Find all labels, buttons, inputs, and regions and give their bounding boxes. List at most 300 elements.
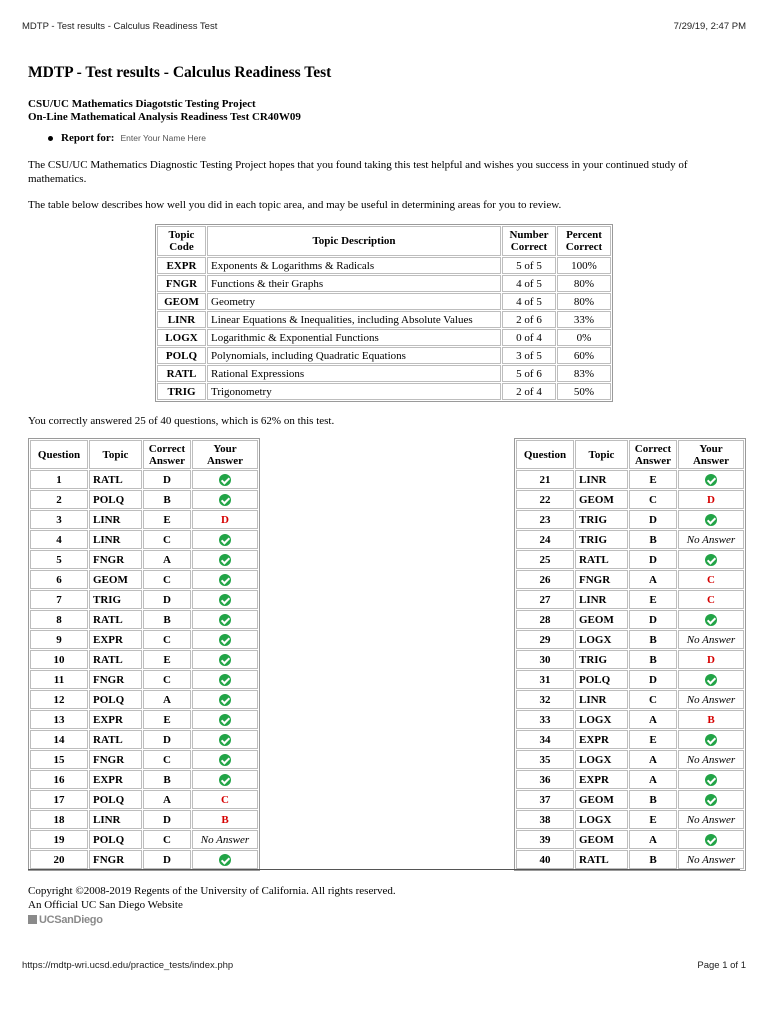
topic-code: EXPR [157, 257, 206, 274]
your-answer [678, 770, 744, 789]
your-answer [678, 630, 744, 649]
header-topic: Topic [575, 440, 628, 469]
no-answer-text: No Answer [686, 633, 736, 646]
correct-answer: C [143, 630, 191, 649]
question-topic: TRIG [89, 590, 142, 609]
question-row [516, 690, 744, 709]
check-circle-icon [219, 694, 231, 706]
question-topic: LINR [89, 510, 142, 529]
correct-answer: E [143, 510, 191, 529]
correct-answer: B [629, 630, 677, 649]
wrong-answer-text: C [707, 593, 715, 606]
question-row [516, 570, 744, 589]
percent-correct: 50% [557, 383, 611, 400]
check-circle-icon [705, 614, 717, 626]
topic-description: Linear Equations & Inequalities, including Absolute Values [207, 311, 501, 328]
correct-answer: A [629, 750, 677, 769]
wrong-answer-text: D [707, 653, 715, 666]
report-for [48, 132, 746, 144]
question-row [516, 590, 744, 609]
question-number: 31 [516, 670, 574, 689]
header-correct-answer: Correct Answer [143, 440, 191, 469]
topic-table [155, 224, 613, 402]
topic-description: Trigonometry [207, 383, 501, 400]
correct-answer: E [629, 810, 677, 829]
question-topic: RATL [575, 550, 628, 569]
question-topic: GEOM [575, 610, 628, 629]
check-circle-icon [219, 474, 231, 486]
your-answer [678, 790, 744, 809]
your-answer [192, 590, 258, 609]
your-answer [192, 790, 258, 809]
question-row [516, 670, 744, 689]
your-answer [192, 630, 258, 649]
bullet-icon [48, 136, 53, 141]
question-number: 27 [516, 590, 574, 609]
your-answer [678, 470, 744, 489]
header-topic-description: Topic Description [207, 226, 501, 256]
question-topic: GEOM [575, 790, 628, 809]
your-answer [678, 610, 744, 629]
header-correct-answer: Correct Answer [629, 440, 677, 469]
header-number-correct: Number Correct [502, 226, 556, 256]
intro-text: The CSU/UC Mathematics Diagnostic Testing Project hopes that you found taking this test helpful and wishes you success in your continued study of mathematics. [28, 159, 688, 185]
correct-answer: E [629, 730, 677, 749]
report-for-name: Enter Your Name Here [120, 133, 206, 143]
correct-answer: A [629, 710, 677, 729]
your-answer [678, 530, 744, 549]
header-question: Question [30, 440, 88, 469]
question-number: 11 [30, 670, 88, 689]
topic-row [157, 365, 611, 382]
question-row [516, 790, 744, 809]
correct-answer: C [143, 750, 191, 769]
question-row [516, 770, 744, 789]
your-answer [192, 850, 258, 869]
question-topic: EXPR [89, 770, 142, 789]
wrong-answer-text: C [707, 573, 715, 586]
question-number: 26 [516, 570, 574, 589]
question-topic: GEOM [89, 570, 142, 589]
question-topic: LOGX [575, 630, 628, 649]
question-row [516, 710, 744, 729]
your-answer [192, 670, 258, 689]
print-header-title: MDTP - Test results - Calculus Readiness Test [22, 21, 218, 32]
site-footer [28, 884, 396, 927]
check-circle-icon [219, 774, 231, 786]
question-number: 40 [516, 850, 574, 869]
number-correct: 4 of 5 [502, 293, 556, 310]
question-number: 30 [516, 650, 574, 669]
check-circle-icon [219, 594, 231, 606]
score-summary: You correctly answered 25 of 40 questions, which is 62% on this test. [28, 415, 335, 427]
question-row [516, 810, 744, 829]
topic-row [157, 293, 611, 310]
question-table-header [30, 440, 258, 469]
question-number: 36 [516, 770, 574, 789]
question-row [30, 510, 258, 529]
question-number: 10 [30, 650, 88, 669]
question-number: 4 [30, 530, 88, 549]
check-circle-icon [219, 494, 231, 506]
correct-answer: C [143, 830, 191, 849]
your-answer [678, 510, 744, 529]
question-row [30, 690, 258, 709]
question-number: 14 [30, 730, 88, 749]
correct-answer: A [143, 690, 191, 709]
your-answer [192, 610, 258, 629]
wrong-answer-text: C [221, 793, 229, 806]
question-number: 6 [30, 570, 88, 589]
question-number: 2 [30, 490, 88, 509]
check-circle-icon [219, 734, 231, 746]
topic-description: Logarithmic & Exponential Functions [207, 329, 501, 346]
check-circle-icon [219, 574, 231, 586]
question-row [516, 830, 744, 849]
question-number: 37 [516, 790, 574, 809]
test-name: On-Line Mathematical Analysis Readiness Test CR40W09 [28, 111, 301, 123]
question-row [516, 850, 744, 869]
question-row [30, 830, 258, 849]
number-correct: 2 of 4 [502, 383, 556, 400]
check-circle-icon [705, 834, 717, 846]
question-number: 1 [30, 470, 88, 489]
question-row [30, 630, 258, 649]
number-correct: 3 of 5 [502, 347, 556, 364]
check-circle-icon [219, 534, 231, 546]
your-answer [678, 810, 744, 829]
question-row [516, 490, 744, 509]
check-circle-icon [219, 754, 231, 766]
question-row [516, 550, 744, 569]
question-table-right [514, 438, 746, 871]
topic-row [157, 257, 611, 274]
question-table-header [516, 440, 744, 469]
official-site-text: An Official UC San Diego Website [28, 899, 183, 911]
your-answer [192, 490, 258, 509]
correct-answer: A [143, 790, 191, 809]
correct-answer: A [629, 770, 677, 789]
question-topic: FNGR [89, 850, 142, 869]
question-number: 5 [30, 550, 88, 569]
question-number: 34 [516, 730, 574, 749]
question-row [30, 610, 258, 629]
question-number: 33 [516, 710, 574, 729]
your-answer [678, 690, 744, 709]
question-topic: FNGR [89, 750, 142, 769]
question-topic: POLQ [89, 690, 142, 709]
topic-table-header [157, 226, 611, 256]
header-topic: Topic [89, 440, 142, 469]
question-row [30, 570, 258, 589]
percent-correct: 83% [557, 365, 611, 382]
topic-description: Exponents & Logarithms & Radicals [207, 257, 501, 274]
question-tables [28, 438, 746, 866]
correct-answer: B [143, 490, 191, 509]
question-topic: LOGX [575, 710, 628, 729]
question-row [30, 850, 258, 869]
no-answer-text: No Answer [686, 813, 736, 826]
question-topic: FNGR [89, 550, 142, 569]
correct-answer: B [143, 770, 191, 789]
question-number: 38 [516, 810, 574, 829]
percent-correct: 60% [557, 347, 611, 364]
question-topic: TRIG [575, 510, 628, 529]
header-your-answer: Your Answer [678, 440, 744, 469]
correct-answer: E [143, 710, 191, 729]
number-correct: 0 of 4 [502, 329, 556, 346]
question-row [30, 550, 258, 569]
topic-row [157, 311, 611, 328]
correct-answer: D [143, 730, 191, 749]
page-content [28, 64, 746, 866]
question-row [30, 790, 258, 809]
question-number: 32 [516, 690, 574, 709]
your-answer [192, 830, 258, 849]
question-row [516, 530, 744, 549]
check-circle-icon [705, 734, 717, 746]
check-circle-icon [705, 514, 717, 526]
question-topic: TRIG [575, 650, 628, 669]
topic-row [157, 275, 611, 292]
question-number: 22 [516, 490, 574, 509]
topic-code: POLQ [157, 347, 206, 364]
percent-correct: 80% [557, 275, 611, 292]
correct-answer: E [143, 650, 191, 669]
question-topic: TRIG [575, 530, 628, 549]
check-circle-icon [705, 674, 717, 686]
header-question: Question [516, 440, 574, 469]
print-footer-url: https://mdtp-wri.ucsd.edu/practice_tests/index.php [22, 960, 234, 971]
correct-answer: B [143, 610, 191, 629]
question-row [30, 490, 258, 509]
ucsd-logo[interactable] [28, 913, 396, 927]
question-row [30, 670, 258, 689]
question-topic: POLQ [89, 490, 142, 509]
correct-answer: A [143, 550, 191, 569]
question-number: 39 [516, 830, 574, 849]
correct-answer: B [629, 790, 677, 809]
your-answer [192, 710, 258, 729]
footer-divider [28, 869, 740, 870]
question-row [30, 750, 258, 769]
question-number: 12 [30, 690, 88, 709]
correct-answer: C [629, 490, 677, 509]
wrong-answer-text: B [707, 713, 715, 726]
your-answer [678, 650, 744, 669]
check-circle-icon [219, 614, 231, 626]
topic-code: LINR [157, 311, 206, 328]
question-topic: LINR [575, 470, 628, 489]
check-circle-icon [219, 854, 231, 866]
correct-answer: D [629, 510, 677, 529]
question-topic: RATL [89, 470, 142, 489]
topic-description: Functions & their Graphs [207, 275, 501, 292]
question-row [30, 710, 258, 729]
question-number: 20 [30, 850, 88, 869]
correct-answer: C [143, 530, 191, 549]
ucsd-logo-icon [28, 915, 37, 924]
question-topic: RATL [89, 650, 142, 669]
number-correct: 5 of 5 [502, 257, 556, 274]
question-number: 15 [30, 750, 88, 769]
question-number: 25 [516, 550, 574, 569]
question-number: 21 [516, 470, 574, 489]
question-topic: RATL [89, 610, 142, 629]
check-circle-icon [219, 674, 231, 686]
question-topic: LOGX [575, 810, 628, 829]
number-correct: 2 of 6 [502, 311, 556, 328]
number-correct: 5 of 6 [502, 365, 556, 382]
question-row [30, 770, 258, 789]
question-topic: LOGX [575, 750, 628, 769]
check-circle-icon [219, 554, 231, 566]
your-answer [192, 690, 258, 709]
wrong-answer-text: D [707, 493, 715, 506]
correct-answer: A [629, 570, 677, 589]
correct-answer: C [143, 570, 191, 589]
question-topic: RATL [89, 730, 142, 749]
question-topic: EXPR [575, 730, 628, 749]
your-answer [192, 530, 258, 549]
topic-code: FNGR [157, 275, 206, 292]
your-answer [678, 670, 744, 689]
correct-answer: C [629, 690, 677, 709]
correct-answer: D [143, 850, 191, 869]
question-number: 19 [30, 830, 88, 849]
percent-correct: 0% [557, 329, 611, 346]
question-row [30, 530, 258, 549]
header-your-answer: Your Answer [192, 440, 258, 469]
your-answer [678, 590, 744, 609]
question-number: 16 [30, 770, 88, 789]
question-topic: LINR [575, 590, 628, 609]
question-row [516, 470, 744, 489]
wrong-answer-text: B [221, 813, 229, 826]
print-footer-page: Page 1 of 1 [697, 960, 746, 971]
topic-description: Polynomials, including Quadratic Equations [207, 347, 501, 364]
question-row [516, 610, 744, 629]
question-table-left [28, 438, 260, 871]
question-row [516, 630, 744, 649]
correct-answer: B [629, 530, 677, 549]
question-topic: LINR [89, 810, 142, 829]
correct-answer: D [629, 670, 677, 689]
your-answer [678, 750, 744, 769]
question-row [516, 730, 744, 749]
question-row [30, 470, 258, 489]
question-topic: GEOM [575, 830, 628, 849]
question-row [30, 650, 258, 669]
topic-row [157, 383, 611, 400]
your-answer [192, 730, 258, 749]
question-topic: FNGR [575, 570, 628, 589]
your-answer [192, 510, 258, 529]
question-row [30, 810, 258, 829]
no-answer-text: No Answer [686, 533, 736, 546]
print-header-datetime: 7/29/19, 2:47 PM [673, 21, 746, 32]
correct-answer: A [629, 830, 677, 849]
percent-correct: 33% [557, 311, 611, 328]
question-row [516, 650, 744, 669]
your-answer [678, 490, 744, 509]
your-answer [192, 650, 258, 669]
correct-answer: D [143, 470, 191, 489]
topic-code: GEOM [157, 293, 206, 310]
question-row [516, 750, 744, 769]
correct-answer: B [629, 650, 677, 669]
no-answer-text: No Answer [686, 753, 736, 766]
topic-row [157, 329, 611, 346]
your-answer [192, 810, 258, 829]
topic-row [157, 347, 611, 364]
ucsd-logo-text: UCSanDiego [39, 914, 103, 926]
check-circle-icon [705, 794, 717, 806]
header-percent-correct: Percent Correct [557, 226, 611, 256]
question-number: 9 [30, 630, 88, 649]
question-number: 35 [516, 750, 574, 769]
your-answer [192, 470, 258, 489]
percent-correct: 80% [557, 293, 611, 310]
your-answer [678, 850, 744, 869]
question-number: 23 [516, 510, 574, 529]
your-answer [678, 570, 744, 589]
no-answer-text: No Answer [200, 833, 250, 846]
print-header [22, 21, 746, 35]
check-circle-icon [219, 714, 231, 726]
correct-answer: B [629, 850, 677, 869]
check-circle-icon [219, 654, 231, 666]
question-row [30, 590, 258, 609]
your-answer [678, 830, 744, 849]
percent-correct: 100% [557, 257, 611, 274]
question-number: 3 [30, 510, 88, 529]
question-number: 18 [30, 810, 88, 829]
page-title: MDTP - Test results - Calculus Readiness Test [28, 64, 332, 81]
your-answer [192, 550, 258, 569]
your-answer [678, 710, 744, 729]
question-topic: LINR [575, 690, 628, 709]
question-number: 7 [30, 590, 88, 609]
wrong-answer-text: D [221, 513, 229, 526]
check-circle-icon [705, 474, 717, 486]
topic-code: TRIG [157, 383, 206, 400]
correct-answer: E [629, 470, 677, 489]
question-topic: LINR [89, 530, 142, 549]
question-topic: POLQ [89, 790, 142, 809]
correct-answer: D [629, 610, 677, 629]
question-topic: FNGR [89, 670, 142, 689]
question-number: 29 [516, 630, 574, 649]
question-number: 17 [30, 790, 88, 809]
topic-description: Rational Expressions [207, 365, 501, 382]
topic-description: Geometry [207, 293, 501, 310]
report-for-label: Report for: [61, 132, 115, 144]
correct-answer: D [143, 590, 191, 609]
your-answer [192, 750, 258, 769]
correct-answer: D [143, 810, 191, 829]
question-topic: EXPR [89, 630, 142, 649]
correct-answer: E [629, 590, 677, 609]
your-answer [678, 730, 744, 749]
question-topic: EXPR [89, 710, 142, 729]
correct-answer: D [629, 550, 677, 569]
project-name: CSU/UC Mathematics Diagotstic Testing Project [28, 98, 256, 110]
question-number: 13 [30, 710, 88, 729]
header-topic-code: Topic Code [157, 226, 206, 256]
print-footer [22, 960, 746, 974]
question-topic: EXPR [575, 770, 628, 789]
